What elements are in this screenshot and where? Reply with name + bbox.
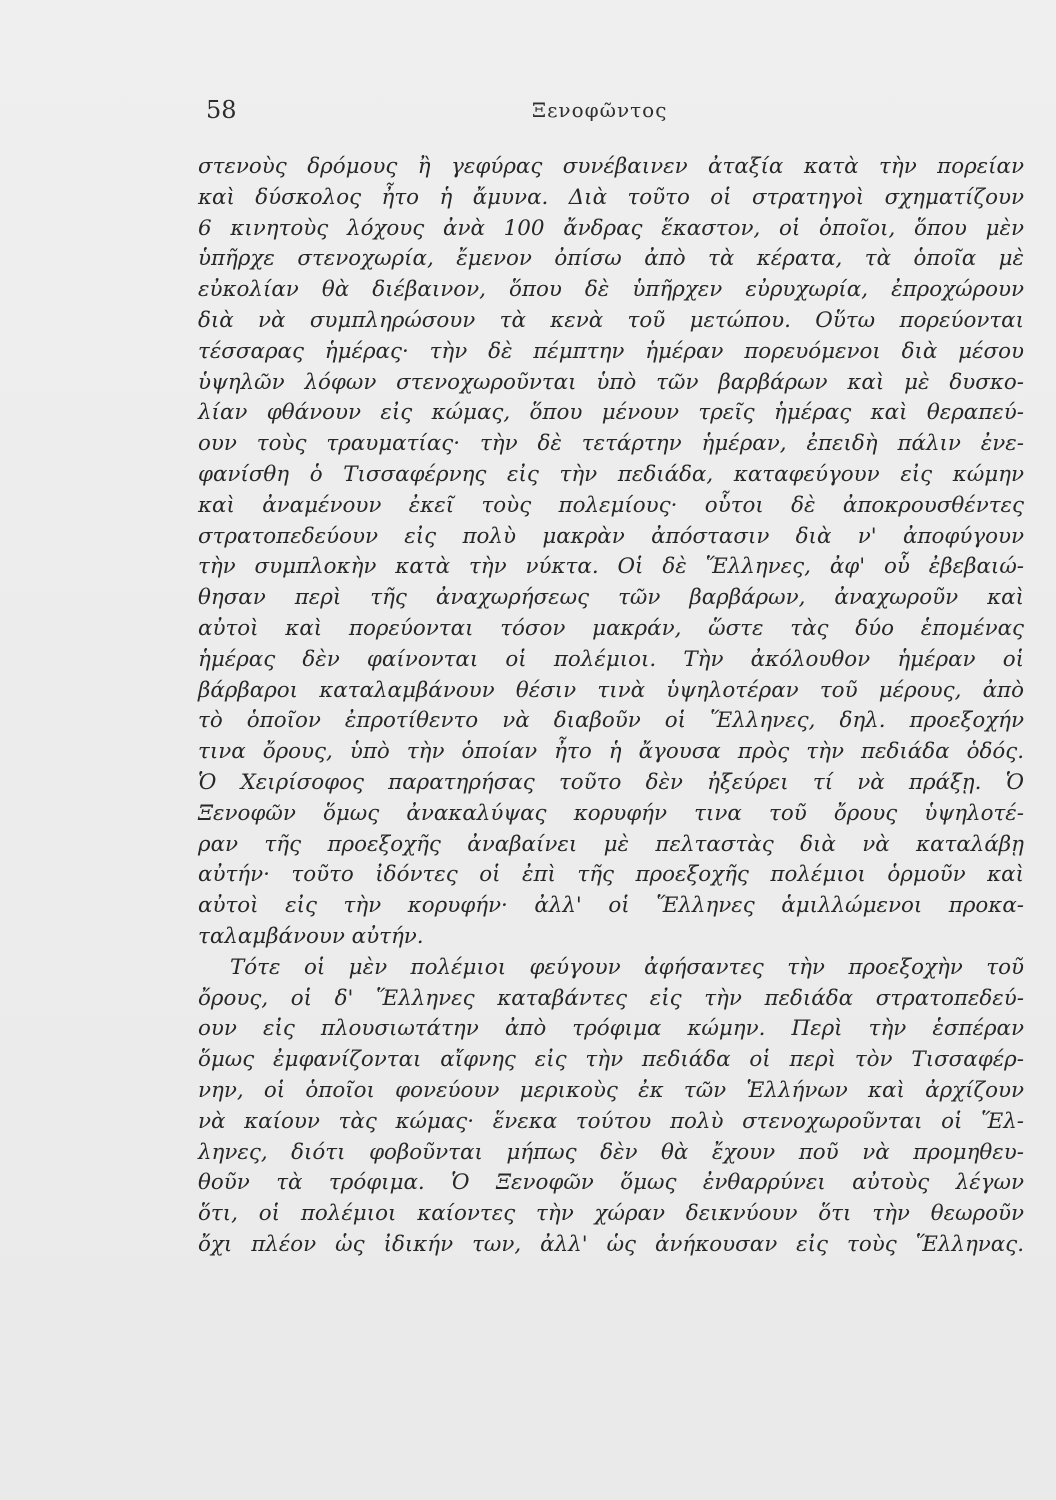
page-header	[200, 92, 1020, 132]
text-line: θησαν περὶ τῆς ἀναχωρήσεως τῶν βαρβάρων, ἀναχωροῦν καὶ	[198, 585, 1024, 611]
text-line: στρατοπεδεύουν εἰς πολὺ μακρὰν ἀπόστασιν διὰ ν' ἀποφύγουν	[198, 523, 1024, 549]
text-line: 6 κινητοὺς λόχους ἀνὰ 100 ἄνδρας ἕκαστον, οἱ ὁποῖοι, ὅπου μὲν	[198, 215, 1024, 241]
text-line: τὴν συμπλοκὴν κατὰ τὴν νύκτα. Οἱ δὲ Ἕλληνες, ἀφ' οὗ ἐβεβαιώ-	[198, 554, 1024, 580]
text-line: ὄχι πλέον ὡς ἰδικήν των, ἀλλ' ὡς ἀνήκουσαν εἰς τοὺς Ἕλληνας.	[198, 1231, 1024, 1257]
text-line: ὑψηλῶν λόφων στενοχωροῦνται ὑπὸ τῶν βαρβάρων καὶ μὲ δυσκο-	[198, 369, 1024, 395]
text-line: διὰ νὰ συμπληρώσουν τὰ κενὰ τοῦ μετώπου. Οὕτω πορεύονται	[198, 307, 1024, 333]
text-line: ταλαμβάνουν αὐτήν.	[198, 923, 424, 949]
text-line: ὅτι, οἱ πολέμιοι καίοντες τὴν χώραν δεικνύουν ὅτι τὴν θεωροῦν	[198, 1201, 1024, 1227]
text-line: Ξενοφῶν ὅμως ἀνακαλύψας κορυφήν τινα τοῦ ὄρους ὑψηλοτέ-	[198, 800, 1024, 826]
text-line: ραν τῆς προεξοχῆς ἀναβαίνει μὲ πελταστὰς διὰ νὰ καταλάβῃ	[198, 831, 1024, 857]
text-line: τινα ὄρους, ὑπὸ τὴν ὁποίαν ἦτο ἡ ἄγουσα πρὸς τὴν πεδιάδα ὁδός.	[198, 739, 1024, 765]
text-line: θοῦν τὰ τρόφιμα. Ὁ Ξενοφῶν ὅμως ἐνθαρρύνει αὐτοὺς λέγων	[198, 1170, 1024, 1196]
text-line: καὶ δύσκολος ἦτο ἡ ἄμυνα. Διὰ τοῦτο οἱ στρατηγοὶ σχηματίζουν	[198, 184, 1024, 210]
body-text	[198, 152, 1024, 1261]
text-line: νην, οἱ ὁποῖοι φονεύουν μερικοὺς ἐκ τῶν Ἑλλήνων καὶ ἀρχίζουν	[198, 1077, 1024, 1103]
text-line: ουν εἰς πλουσιωτάτην ἀπὸ τρόφιμα κώμην. Περὶ τὴν ἑσπέραν	[198, 1016, 1024, 1042]
text-line: αὐτήν· τοῦτο ἰδόντες οἱ ἐπὶ τῆς προεξοχῆς πολέμιοι ὁρμοῦν καὶ	[198, 862, 1024, 888]
text-line: εὐκολίαν θὰ διέβαινον, ὅπου δὲ ὑπῆρχεν εὐρυχωρία, ἐπροχώρουν	[198, 277, 1024, 303]
text-line: φανίσθη ὁ Τισσαφέρνης εἰς τὴν πεδιάδα, καταφεύγουν εἰς κώμην	[198, 461, 1024, 487]
text-line: ἡμέρας δὲν φαίνονται οἱ πολέμιοι. Τὴν ἀκόλουθον ἡμέραν οἱ	[198, 646, 1024, 672]
text-line: νὰ καίουν τὰς κώμας· ἕνεκα τούτου πολὺ στενοχωροῦνται οἱ Ἕλ-	[198, 1108, 1024, 1134]
text-line: ὄρους, οἱ δ' Ἕλληνες καταβάντες εἰς τὴν πεδιάδα στρατοπεδεύ-	[198, 985, 1024, 1011]
text-line: Ὁ Χειρίσοφος παρατηρήσας τοῦτο δὲν ἠξεύρει τί νὰ πράξῃ. Ὁ	[198, 769, 1024, 795]
text-line: ουν τοὺς τραυματίας· τὴν δὲ τετάρτην ἡμέραν, ἐπειδὴ πάλιν ἐνε-	[198, 431, 1024, 457]
page-number: 58	[206, 96, 237, 124]
text-line: τέσσαρας ἡμέρας· τὴν δὲ πέμπτην ἡμέραν πορευόμενοι διὰ μέσου	[198, 338, 1024, 364]
text-line: στενοὺς δρόμους ἢ γεφύρας συνέβαινεν ἀταξία κατὰ τὴν πορείαν	[198, 154, 1024, 179]
running-head: Ξενοφῶντος	[532, 98, 668, 122]
text-line: Τότε οἱ μὲν πολέμιοι φεύγουν ἀφήσαντες τὴν προεξοχὴν τοῦ	[230, 954, 1024, 980]
text-line: αὐτοὶ εἰς τὴν κορυφήν· ἀλλ' οἱ Ἕλληνες ἁμιλλώμενοι προκα-	[198, 893, 1024, 919]
text-line: λίαν φθάνουν εἰς κώμας, ὅπου μένουν τρεῖς ἡμέρας καὶ θεραπεύ-	[198, 400, 1024, 426]
text-line: καὶ ἀναμένουν ἐκεῖ τοὺς πολεμίους· οὗτοι δὲ ἀποκρουσθέντες	[198, 492, 1024, 518]
text-line: βάρβαροι καταλαμβάνουν θέσιν τινὰ ὑψηλοτέραν τοῦ μέρους, ἀπὸ	[198, 677, 1024, 703]
text-line: τὸ ὁποῖον ἐπροτίθεντο νὰ διαβοῦν οἱ Ἕλληνες, δηλ. προεξοχήν	[198, 708, 1024, 734]
text-line: ὑπῆρχε στενοχωρία, ἔμενον ὀπίσω ἀπὸ τὰ κέρατα, τὰ ὁποῖα μὲ	[198, 246, 1024, 272]
text-line: ληνες, διότι φοβοῦνται μήπως δὲν θὰ ἔχουν ποῦ νὰ προμηθευ-	[198, 1139, 1024, 1165]
text-line: ὅμως ἐμφανίζονται αἴφνης εἰς τὴν πεδιάδα οἱ περὶ τὸν Τισσαφέρ-	[198, 1047, 1024, 1073]
text-line: αὐτοὶ καὶ πορεύονται τόσον μακράν, ὥστε τὰς δύο ἑπομένας	[198, 615, 1024, 641]
